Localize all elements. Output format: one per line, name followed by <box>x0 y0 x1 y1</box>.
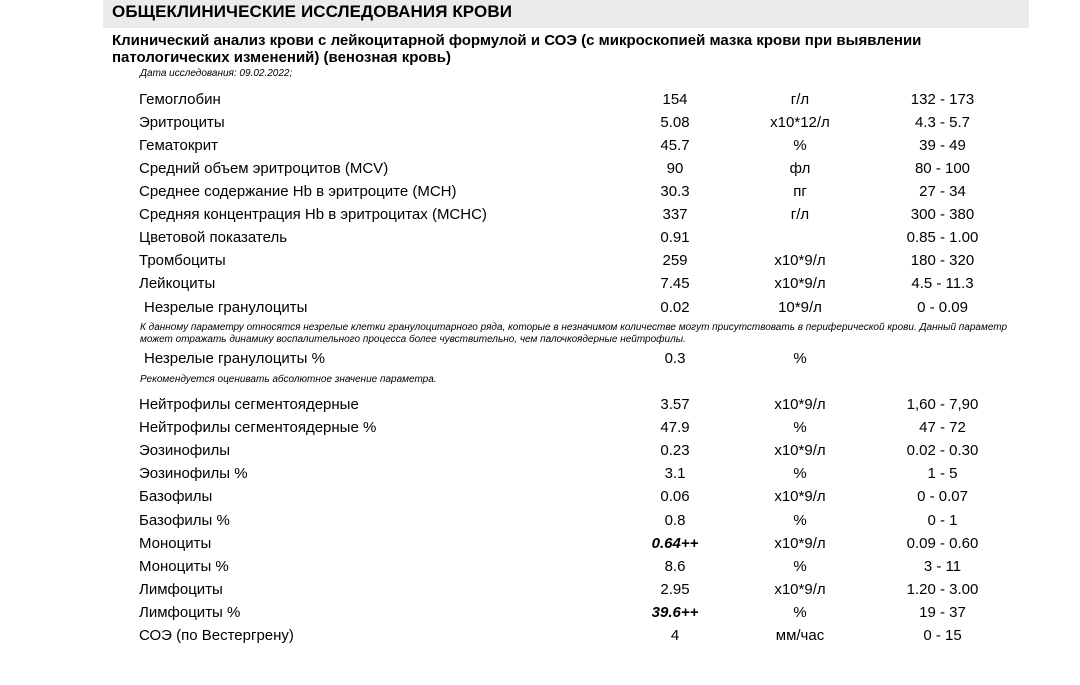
result-name: Лимфоциты % <box>139 604 241 621</box>
section-title: ОБЩЕКЛИНИЧЕСКИЕ ИССЛЕДОВАНИЯ КРОВИ <box>112 2 513 21</box>
result-unit: % <box>793 419 807 436</box>
result-value: 0.23 <box>660 442 690 459</box>
result-reference: 19 - 37 <box>919 604 966 621</box>
result-unit: x10*9/л <box>774 252 826 269</box>
result-value: 154 <box>662 91 688 108</box>
result-unit: г/л <box>790 91 810 108</box>
result-row-erythrocytes <box>0 114 1080 134</box>
result-row-hemoglobin <box>0 91 1080 111</box>
test-title: Клинический анализ крови с лейкоцитарной формулой и СОЭ (с микроскопией мазка крови при выявлении патологических изменений) (венозная кровь) <box>112 32 922 66</box>
result-unit: x10*9/л <box>774 535 826 552</box>
result-value: 3.1 <box>664 465 686 482</box>
result-value: 7.45 <box>660 275 690 292</box>
result-unit: г/л <box>790 206 810 223</box>
result-name: Лейкоциты <box>139 275 216 292</box>
result-unit: мм/час <box>775 627 825 644</box>
result-name: Базофилы % <box>139 512 230 529</box>
result-reference: 4.3 - 5.7 <box>914 114 971 131</box>
result-row-platelets <box>0 252 1080 272</box>
result-reference: 27 - 34 <box>919 183 966 200</box>
result-unit: пг <box>793 183 807 200</box>
result-name: Эритроциты <box>139 114 225 131</box>
result-value: 0.02 <box>660 299 690 316</box>
result-reference: 300 - 380 <box>910 206 975 223</box>
result-unit: x10*9/л <box>774 581 826 598</box>
result-name: Среднее содержание Hb в эритроците (MCH) <box>139 183 457 200</box>
result-value: 90 <box>666 160 684 177</box>
result-row-monocytes <box>0 535 1080 555</box>
result-value-flagged: 39.6++ <box>651 604 699 621</box>
result-value: 3.57 <box>660 396 690 413</box>
result-name: Моноциты % <box>139 558 229 575</box>
result-name: Тромбоциты <box>139 252 226 269</box>
result-reference: 0 - 15 <box>923 627 962 644</box>
result-row-segmented-neutrophils <box>0 396 1080 416</box>
result-name: Цветовой показатель <box>139 229 288 246</box>
result-reference: 80 - 100 <box>914 160 971 177</box>
result-row-segmented-neutrophils-pct <box>0 419 1080 439</box>
result-unit: фл <box>789 160 811 177</box>
result-reference: 0.02 - 0.30 <box>906 442 979 459</box>
result-name: Эозинофилы <box>139 442 231 459</box>
result-row-immature-granulocytes <box>0 299 1080 319</box>
result-reference: 0 - 1 <box>927 512 958 529</box>
result-reference: 0 - 0.07 <box>917 488 968 505</box>
result-name: Средний объем эритроцитов (MCV) <box>139 160 389 177</box>
note-immature-granulocytes-pct: Рекомендуется оценивать абсолютное значение параметра. <box>140 374 437 385</box>
result-unit: % <box>793 512 807 529</box>
result-row-basophils-pct <box>0 512 1080 532</box>
result-row-lymphocytes-pct <box>0 604 1080 624</box>
result-unit: x10*12/л <box>770 114 830 131</box>
result-reference: 180 - 320 <box>910 252 975 269</box>
result-row-mchc <box>0 206 1080 226</box>
result-value: 47.9 <box>660 419 690 436</box>
result-reference: 39 - 49 <box>919 137 966 154</box>
result-row-eosinophils-pct <box>0 465 1080 485</box>
result-name: Эозинофилы % <box>139 465 248 482</box>
result-row-immature-granulocytes-pct <box>0 350 1080 370</box>
result-unit: 10*9/л <box>778 299 822 316</box>
result-value: 0.3 <box>664 350 686 367</box>
result-name: Нейтрофилы сегментоядерные % <box>139 419 377 436</box>
result-name: Гематокрит <box>139 137 218 154</box>
result-row-monocytes-pct <box>0 558 1080 578</box>
result-value: 337 <box>662 206 688 223</box>
result-reference: 4.5 - 11.3 <box>911 275 974 292</box>
result-name: Базофилы <box>139 488 213 505</box>
result-reference: 1,60 - 7,90 <box>906 396 979 413</box>
result-name: Гемоглобин <box>139 91 221 108</box>
result-unit: x10*9/л <box>774 488 826 505</box>
result-unit: x10*9/л <box>774 275 826 292</box>
result-name: Нейтрофилы сегментоядерные <box>139 396 359 413</box>
result-row-lymphocytes <box>0 581 1080 601</box>
study-date: Дата исследования: 09.02.2022; <box>140 68 293 79</box>
result-reference: 1.20 - 3.00 <box>906 581 979 598</box>
result-unit: % <box>793 604 807 621</box>
result-reference: 0.85 - 1.00 <box>906 229 979 246</box>
result-value: 259 <box>662 252 688 269</box>
result-row-esr <box>0 627 1080 647</box>
result-reference: 1 - 5 <box>927 465 958 482</box>
result-reference: 0 - 0.09 <box>917 299 968 316</box>
result-value: 0.91 <box>660 229 690 246</box>
note-immature-granulocytes: К данному параметру относятся незрелые клетки гранулоцитарного ряда, которые в незначимом количестве могут присутствовать в периферической крови. Данный параметр может отражать динамику воспалительного процесса более чувствительно, чем палочкоядерные нейтрофилы. <box>140 322 1008 345</box>
result-unit: x10*9/л <box>774 442 826 459</box>
result-unit: % <box>793 465 807 482</box>
result-name: Средняя концентрация Hb в эритроцитах (MCHC) <box>139 206 487 223</box>
result-unit: % <box>793 558 807 575</box>
result-value: 0.8 <box>664 512 686 529</box>
result-value: 4 <box>670 627 680 644</box>
result-name: Лимфоциты <box>139 581 223 598</box>
result-row-leukocytes <box>0 275 1080 295</box>
result-row-color-index <box>0 229 1080 249</box>
result-value: 8.6 <box>664 558 686 575</box>
result-row-eosinophils <box>0 442 1080 462</box>
result-row-mch <box>0 183 1080 203</box>
result-value: 0.06 <box>660 488 690 505</box>
result-unit: % <box>793 350 807 367</box>
result-name: Незрелые гранулоциты % <box>144 350 325 367</box>
result-unit: x10*9/л <box>774 396 826 413</box>
result-name: Незрелые гранулоциты <box>144 299 308 316</box>
result-row-basophils <box>0 488 1080 508</box>
result-reference: 47 - 72 <box>919 419 966 436</box>
result-row-hematocrit <box>0 137 1080 157</box>
result-reference: 3 - 11 <box>923 558 962 575</box>
result-value: 30.3 <box>660 183 690 200</box>
result-row-mcv <box>0 160 1080 180</box>
result-name: СОЭ (по Вестергрену) <box>139 627 294 644</box>
result-unit: % <box>793 137 807 154</box>
result-name: Моноциты <box>139 535 212 552</box>
result-reference: 0.09 - 0.60 <box>906 535 979 552</box>
result-value: 5.08 <box>660 114 690 131</box>
result-value-flagged: 0.64++ <box>651 535 699 552</box>
result-value: 45.7 <box>660 137 690 154</box>
result-reference: 132 - 173 <box>910 91 975 108</box>
result-value: 2.95 <box>660 581 690 598</box>
